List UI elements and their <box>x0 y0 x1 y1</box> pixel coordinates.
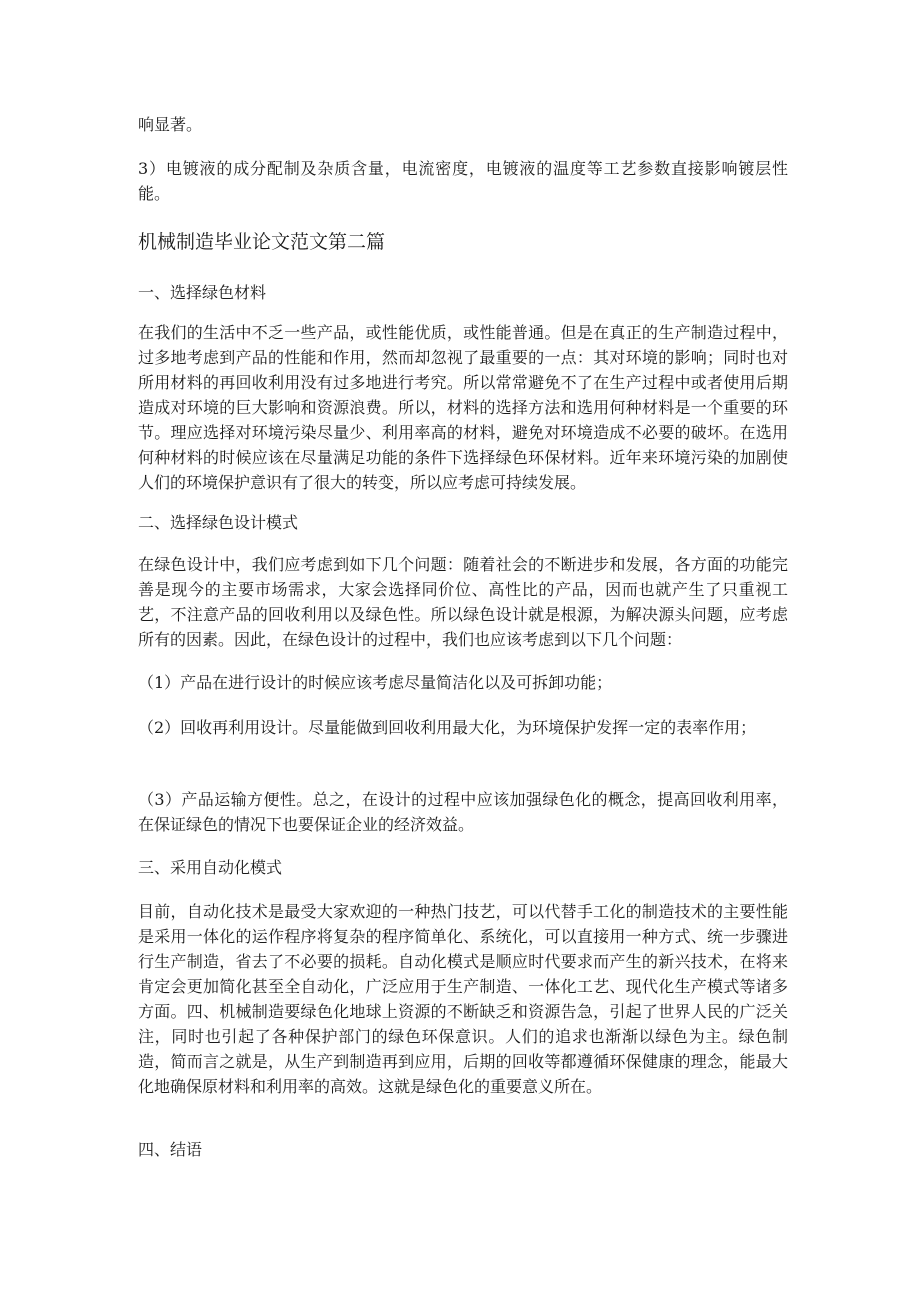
section-3-body: 目前，自动化技术是最受大家欢迎的一种热门技艺，可以代替手工化的制造技术的主要性能是采用一体化的运作程序将复杂的程序简单化、系统化，可以直接用一种方式、统一步骤进行生产制造，省去了不必要的损耗。自动化模式是顺应时代要求而产生的新兴技术，在将来肯定会更加简化甚至全自动化，广泛应用于生产制造、一体化工艺、现代化生产模式等诸多方面。四、机械制造要绿色化地球上资源的不断缺乏和资源告急，引起了世界人民的广泛关注，同时也引起了各种保护部门的绿色环保意识。人们的追求也渐渐以绿色为主。绿色制造，简而言之就是，从生产到制造再到应用，后期的回收等都遵循环保健康的理念，能最大化地确保原材料和利用率的高效。这就是绿色化的重要意义所在。 <box>138 902 788 1096</box>
section-2-item-1: （1）产品在进行设计的时候应该考虑尽量简洁化以及可拆卸功能； <box>138 673 613 692</box>
section-2-item-2: （2）回收再利用设计。尽量能做到回收利用最大化，为环境保护发挥一定的表率作用； <box>138 718 757 737</box>
paragraph-continued: 响显著。 <box>138 115 203 134</box>
section-2-body: 在绿色设计中，我们应考虑到如下几个问题：随着社会的不断进步和发展，各方面的功能完善是现今的主要市场需求，大家会选择同价位、高性比的产品，因而也就产生了只重视工艺，不注意产品的回收利用以及绿色性。所以绿色设计就是根源，为解决源头问题，应考虑所有的因素。因此，在绿色设计的过程中，我们也应该考虑到以下几个问题： <box>138 555 788 649</box>
section-4-heading: 四、结语 <box>138 1140 203 1159</box>
document-title: 机械制造毕业论文范文第二篇 <box>138 231 386 253</box>
section-2-item-3: （3）产品运输方便性。总之，在设计的过程中应该加强绿色化的概念，提高回收利用率，在保证绿色的情况下也要保证企业的经济效益。 <box>138 790 788 834</box>
paragraph-item-3: 3）电镀液的成分配制及杂质含量，电流密度，电镀液的温度等工艺参数直接影响镀层性能。 <box>138 159 788 203</box>
section-1-body: 在我们的生活中不乏一些产品，或性能优质，或性能普通。但是在真正的生产制造过程中，过多地考虑到产品的性能和作用，然而却忽视了最重要的一点：其对环境的影响；同时也对所用材料的再回收利用没有过多地进行考究。所以常常避免不了在生产过程中或者使用后期造成对环境的巨大影响和资源浪费。所以，材料的选择方法和选用何种材料是一个重要的环节。理应选择对环境污染尽量少、利用率高的材料，避免对环境造成不必要的破坏。在选用何种材料的时候应该在尽量满足功能的条件下选择绿色环保材料。近年来环境污染的加剧使人们的环境保护意识有了很大的转变，所以应考虑可持续发展。 <box>138 323 788 492</box>
section-2-heading: 二、选择绿色设计模式 <box>138 513 299 532</box>
section-1-heading: 一、选择绿色材料 <box>138 283 267 302</box>
section-3-heading: 三、采用自动化模式 <box>138 858 283 877</box>
